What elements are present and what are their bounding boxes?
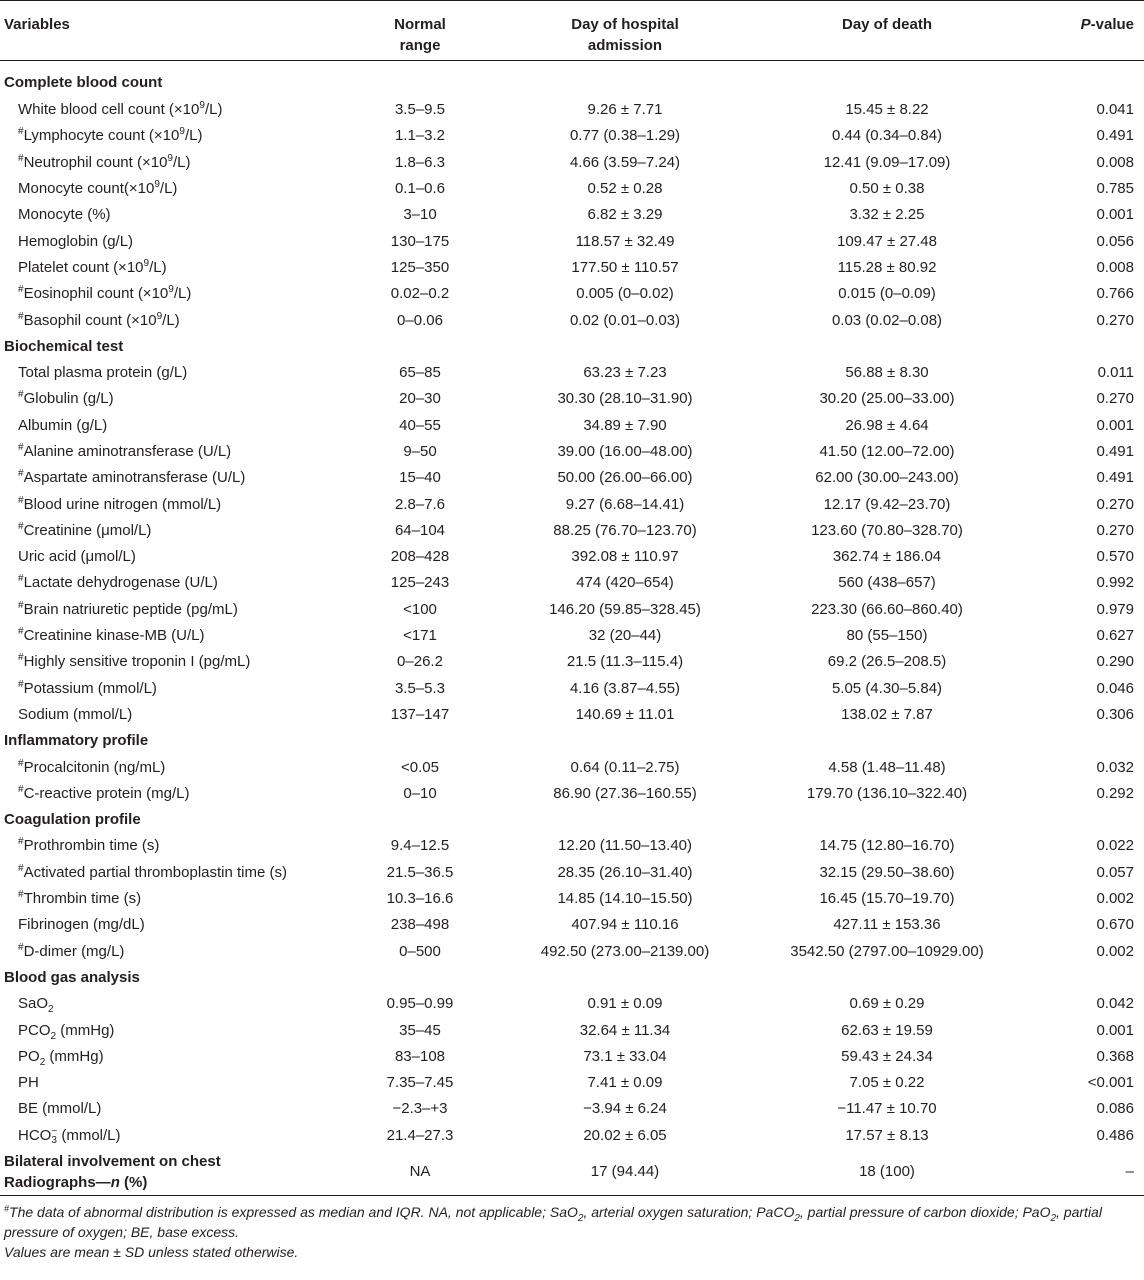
p-value-cell: 0.491 <box>1096 469 1134 487</box>
admission-cell: 50.00 (26.00–66.00) <box>557 469 693 487</box>
table-row <box>0 570 1144 596</box>
row-label: BE (mmol/L) <box>18 1100 102 1118</box>
death-cell: 56.88 ± 8.30 <box>845 364 929 382</box>
table-row <box>0 360 1144 386</box>
section-row <box>0 61 1144 98</box>
table-row <box>0 281 1144 307</box>
p-value-cell: 0.001 <box>1096 1021 1134 1039</box>
death-cell: 17.57 ± 8.13 <box>845 1126 929 1144</box>
section-title-inflammatory-profile: Inflammatory profile <box>4 732 149 750</box>
row-label: #C-reactive protein (mg/L) <box>18 783 190 802</box>
death-cell: 16.45 (15.70–19.70) <box>819 890 955 908</box>
normal-range-cell: 125–243 <box>390 574 450 592</box>
section-title-complete-blood-count: Complete blood count <box>4 74 163 91</box>
p-value-cell: 0.042 <box>1096 995 1134 1013</box>
death-cell: 41.50 (12.00–72.00) <box>819 443 955 460</box>
row-label: #Lymphocyte count $(\times 10^9/L)$ <box>18 126 203 145</box>
p-value-cell: 0.008 <box>1096 258 1134 276</box>
admission-cell: 0.77 (0.38–1.29) <box>569 127 681 145</box>
admission-cell: 7.41 ± 0.09 <box>587 1074 663 1092</box>
table-row <box>0 1017 1144 1043</box>
normal-range-cell: <100 <box>403 600 437 618</box>
death-cell: 3542.50 (2797.00–10929.00) <box>790 942 984 960</box>
row-label: #Creatinine kinase-MB (U/L) <box>18 626 205 645</box>
death-cell: 0.44 (0.34–0.84) <box>831 127 943 145</box>
normal-range-cell: 0–10 <box>403 784 437 802</box>
death-cell: 12.17 (9.42–23.70) <box>823 495 951 513</box>
row-label: Hemoglobin (g/L) <box>18 232 134 250</box>
table-row <box>0 228 1144 254</box>
row-label: Total plasma protein (g/L) <box>18 364 188 382</box>
p-value-cell: 0.570 <box>1096 548 1134 566</box>
normal-range-cell: 21.4–27.3 <box>386 1126 454 1144</box>
section-title-blood-gas-analysis: Blood gas analysis <box>4 968 140 986</box>
normal-range-cell: 21.5–36.5 <box>386 863 454 881</box>
normal-range-cell: 208–428 <box>390 548 450 566</box>
normal-range-cell: 130–175 <box>390 232 450 250</box>
admission-cell: 0.64 (0.11–2.75) <box>570 758 680 776</box>
death-cell: 109.47 ± 27.48 <box>837 232 937 250</box>
normal-range-cell: 2.8–7.6 <box>394 495 446 513</box>
p-value-cell: 0.290 <box>1096 653 1134 671</box>
p-value-cell: 0.011 <box>1097 364 1134 382</box>
row-label: White blood cell count $(\times 10^9/L)$ <box>18 100 223 119</box>
death-cell: 80 (55–150) <box>846 627 928 645</box>
normal-range-cell: 0.95–0.99 <box>386 995 454 1013</box>
death-cell: 3.32 ± 2.25 <box>849 206 925 224</box>
admission-cell: 407.94 ± 110.16 <box>571 916 679 934</box>
admission-cell: 21.5 (11.3–115.4) <box>566 653 684 671</box>
p-value-cell: 0.766 <box>1096 285 1134 303</box>
normal-range-cell: 0–500 <box>399 942 441 960</box>
admission-cell: −3.94 ± 6.24 <box>583 1100 667 1118</box>
p-value-cell: 0.670 <box>1096 916 1134 934</box>
p-value-cell: 0.785 <box>1096 180 1134 198</box>
section-title-biochemical-test: Biochemical test <box>4 337 124 355</box>
table-row <box>0 202 1144 228</box>
death-cell: 123.60 (70.80–328.70) <box>811 521 963 539</box>
table-row <box>0 544 1144 570</box>
section-row <box>0 965 1144 991</box>
admission-cell: 4.66 (3.59–7.24) <box>569 153 681 171</box>
table-row <box>0 1123 1144 1149</box>
section-row <box>0 334 1144 360</box>
normal-range-cell: 0.02–0.2 <box>390 285 450 303</box>
p-value-cell: 0.270 <box>1096 495 1134 513</box>
death-cell: 62.00 (30.00–243.00) <box>815 469 959 487</box>
death-cell: 59.43 ± 24.34 <box>841 1047 933 1065</box>
admission-cell: 86.90 (27.36–160.55) <box>553 784 697 802</box>
p-value-cell: 0.491 <box>1096 443 1134 460</box>
table-row <box>0 860 1144 886</box>
death-cell: 179.70 (136.10–322.40) <box>806 784 968 802</box>
p-value-cell: 0.002 <box>1096 890 1134 908</box>
row-label: Platelet count $(\times 10^9/L)$ <box>18 257 167 276</box>
admission-cell: 30.30 (28.10–31.90) <box>557 390 693 408</box>
admission-cell: 0.91 ± 0.09 <box>587 995 663 1013</box>
normal-range-cell: 83–108 <box>394 1047 446 1065</box>
row-label: $PCO_2$ (mmHg) <box>18 1021 115 1042</box>
table-row <box>0 1044 1144 1070</box>
admission-cell: 63.23 ± 7.23 <box>583 364 667 382</box>
admission-cell: 492.50 (273.00–2139.00) <box>540 942 710 960</box>
normal-range-cell: −2.3–+3 <box>392 1100 448 1118</box>
normal-range-cell: 15–40 <box>399 469 441 487</box>
row-label: #Thrombin time (s) <box>18 889 142 908</box>
row-label: #Blood urine nitrogen (mmol/L) <box>18 494 222 513</box>
row-label: Monocyte $count(\times 10^9/L)$ <box>18 179 178 198</box>
table-row <box>0 386 1144 412</box>
p-value-cell: 0.270 <box>1096 311 1134 329</box>
admission-cell: 28.35 (26.10–31.40) <box>557 863 693 881</box>
p-value-cell: 0.041 <box>1096 101 1134 119</box>
p-value-cell: 0.270 <box>1096 521 1134 539</box>
normal-range-cell: 3.5–5.3 <box>394 679 446 697</box>
row-label: #Alanine aminotransferase (U/L) <box>18 442 232 460</box>
normal-range-cell: 9–50 <box>403 443 437 460</box>
normal-range-cell: 7.35–7.45 <box>386 1074 454 1092</box>
admission-cell: 12.20 (11.50–13.40) <box>558 837 692 855</box>
normal-range-cell: 20–30 <box>399 390 441 408</box>
table-row <box>0 754 1144 780</box>
table-row <box>0 176 1144 202</box>
death-cell: −11.47 ± 10.70 <box>837 1100 937 1118</box>
row-label: #Procalcitonin (ng/mL) <box>18 757 166 776</box>
p-value-cell: 0.292 <box>1096 784 1134 802</box>
admission-cell: 9.26 ± 7.71 <box>587 101 663 119</box>
p-value-cell: 0.032 <box>1096 758 1134 776</box>
table-row <box>0 307 1144 333</box>
section-row <box>0 807 1144 833</box>
table-row <box>0 886 1144 912</box>
normal-range-cell: 9.4–12.5 <box>390 837 450 855</box>
admission-cell: 6.82 ± 3.29 <box>587 206 663 224</box>
admission-cell: 146.20 (59.85–328.45) <box>549 600 701 618</box>
header-p-value: P-value <box>1080 16 1134 33</box>
normal-range-cell: <0.05 <box>401 758 439 776</box>
row-label: #Aspartate aminotransferase (U/L) <box>18 468 246 487</box>
normal-range-cell: 65–85 <box>399 364 441 382</box>
row-label: Fibrinogen (mg/dL) <box>18 916 145 934</box>
p-value-cell: 0.992 <box>1096 574 1134 592</box>
p-value-cell: 0.486 <box>1096 1126 1134 1144</box>
death-cell: 427.11 ± 153.36 <box>833 916 941 934</box>
normal-range-cell: NA <box>340 1149 500 1196</box>
admission-cell: 4.16 (3.87–4.55) <box>569 679 681 697</box>
death-cell: 0.03 (0.02–0.08) <box>831 311 943 329</box>
normal-range-cell: 35–45 <box>399 1021 441 1039</box>
table-row <box>0 623 1144 649</box>
death-cell: 32.15 (29.50–38.60) <box>819 863 955 881</box>
table-row <box>0 597 1144 623</box>
p-value-cell: 0.057 <box>1096 863 1134 881</box>
table-row <box>0 702 1144 728</box>
p-value-cell: 0.086 <box>1096 1100 1134 1118</box>
admission-cell: 88.25 (76.70–123.70) <box>553 521 697 539</box>
admission-cell: 177.50 ± 110.57 <box>571 258 679 276</box>
admission-cell: 0.005 (0–0.02) <box>576 285 674 303</box>
row-label: Albumin (g/L) <box>18 416 108 434</box>
footnote-values: Values are mean ± SD unless stated otherwise. <box>4 1243 299 1260</box>
table-row <box>0 649 1144 675</box>
normal-range-cell: 0–26.2 <box>397 653 443 671</box>
admission-cell: 39.00 (16.00–48.00) <box>557 443 693 460</box>
normal-range-cell: 64–104 <box>394 521 446 539</box>
normal-range-cell: 1.1–3.2 <box>394 127 446 145</box>
death-cell: 560 (438–657) <box>838 574 936 592</box>
death-cell: 26.98 ± 4.64 <box>845 416 929 434</box>
death-cell: 5.05 (4.30–5.84) <box>831 679 943 697</box>
normal-range-cell: 0–0.06 <box>397 311 443 329</box>
death-cell: 12.41 (9.09–17.09) <box>823 153 951 171</box>
p-value-cell: – <box>1024 1149 1144 1196</box>
row-label: #D-dimer (mg/L) <box>18 941 125 960</box>
death-cell: 362.74 ± 186.04 <box>832 548 942 566</box>
header-variables: Variables <box>4 16 70 33</box>
table-footnote <box>0 1196 1144 1262</box>
row-label: Monocyte (%) <box>18 206 111 224</box>
row-label: Uric acid (μmol/L) <box>18 548 136 566</box>
death-cell: 0.50 ± 0.38 <box>849 180 925 198</box>
death-cell: 69.2 (26.5–208.5) <box>827 653 947 671</box>
death-cell: 115.28 ± 80.92 <box>837 258 937 276</box>
normal-range-cell: 10.3–16.6 <box>386 890 454 908</box>
row-label: #Lactate dehydrogenase (U/L) <box>18 573 218 592</box>
admission-cell: 0.02 (0.01–0.03) <box>569 311 681 329</box>
table-row <box>0 676 1144 702</box>
normal-range-cell: <171 <box>403 627 437 645</box>
table-row <box>0 1149 1144 1196</box>
row-label: #Activated partial thromboplastin time (s) <box>18 862 287 881</box>
death-cell: 30.20 (25.00–33.00) <box>819 390 955 408</box>
section-title-coagulation-profile: Coagulation profile <box>4 811 141 829</box>
table-row <box>0 939 1144 965</box>
admission-cell: 392.08 ± 110.97 <box>571 548 679 566</box>
p-value-cell: 0.270 <box>1096 390 1134 408</box>
admission-cell: 17 (94.44) <box>500 1149 750 1196</box>
admission-cell: 20.02 ± 6.05 <box>583 1126 667 1144</box>
table-header-row <box>0 1 1144 61</box>
p-value-cell: <0.001 <box>1087 1074 1134 1092</box>
row-label: $PO_2$ (mmHg) <box>18 1047 104 1068</box>
row-label: #Eosinophil count $(\times 10^9/L)$ <box>18 284 192 303</box>
normal-range-cell: 137–147 <box>390 705 450 723</box>
normal-range-cell: 3.5–9.5 <box>394 101 446 119</box>
death-cell: 7.05 ± 0.22 <box>849 1074 925 1092</box>
admission-cell: 73.1 ± 33.04 <box>583 1047 667 1065</box>
row-label: #Basophil count $(\times 10^9/L)$ <box>18 310 180 329</box>
admission-cell: 474 (420–654) <box>576 574 674 592</box>
death-cell: 18 (100) <box>750 1149 1024 1196</box>
p-value-cell: 0.022 <box>1096 837 1134 855</box>
death-cell: 223.30 (66.60–860.40) <box>811 600 963 618</box>
row-label: #Brain natriuretic peptide (pg/mL) <box>18 599 238 618</box>
row-label: #Globulin (g/L) <box>18 389 114 408</box>
normal-range-cell: 1.8–6.3 <box>394 153 446 171</box>
death-cell: 15.45 ± 8.22 <box>845 101 929 119</box>
death-cell: 62.63 ± 19.59 <box>841 1021 933 1039</box>
table-row <box>0 150 1144 176</box>
admission-cell: 0.52 ± 0.28 <box>587 180 663 198</box>
row-label-bilateral-involvement: Bilateral involvement on chest Radiographs—n (%) <box>0 1149 340 1196</box>
table-row <box>0 781 1144 807</box>
table-row <box>0 991 1144 1017</box>
p-value-cell: 0.306 <box>1096 705 1134 723</box>
p-value-cell: 0.002 <box>1096 942 1134 960</box>
header-normal-range: Normal range <box>394 16 446 54</box>
death-cell: 138.02 ± 7.87 <box>841 705 933 723</box>
row-label: #Creatinine (μmol/L) <box>18 520 152 539</box>
table-row <box>0 255 1144 281</box>
normal-range-cell: 3–10 <box>403 206 437 224</box>
p-value-cell: 0.056 <box>1096 232 1134 250</box>
table-row <box>0 465 1144 491</box>
row-label: HCO − 3 (mmol/L) <box>18 1125 121 1146</box>
p-value-cell: 0.627 <box>1096 627 1134 645</box>
admission-cell: 32 (20–44) <box>588 627 662 645</box>
table-row <box>0 1070 1144 1096</box>
row-label: SaO$_2$ <box>18 995 54 1016</box>
table-row <box>0 97 1144 123</box>
header-day-of-admission: Day of hospital admission <box>571 16 679 54</box>
table-row <box>0 123 1144 149</box>
table-row <box>0 413 1144 439</box>
row-label: PH <box>18 1074 39 1092</box>
row-label: Sodium (mmol/L) <box>18 705 133 723</box>
admission-cell: 118.57 ± 32.49 <box>575 232 675 250</box>
p-value-cell: 0.979 <box>1096 600 1134 618</box>
row-label: #Prothrombin time (s) <box>18 836 160 855</box>
table-row <box>0 1096 1144 1122</box>
death-cell: 0.69 ± 0.29 <box>849 995 925 1013</box>
p-value-cell: 0.001 <box>1096 416 1134 434</box>
p-value-cell: 0.008 <box>1096 153 1134 171</box>
p-value-cell: 0.001 <box>1096 206 1134 224</box>
admission-cell: 32.64 ± 11.34 <box>579 1021 671 1039</box>
normal-range-cell: 238–498 <box>390 916 450 934</box>
table-row <box>0 491 1144 517</box>
admission-cell: 9.27 (6.68–14.41) <box>565 495 685 513</box>
row-label: #Neutrophil count $(\times 10^9/L)$ <box>18 152 191 171</box>
p-value-cell: 0.046 <box>1096 679 1134 697</box>
normal-range-cell: 125–350 <box>390 258 450 276</box>
admission-cell: 140.69 ± 11.01 <box>575 705 675 723</box>
row-label: #Potassium (mmol/L) <box>18 678 157 697</box>
normal-range-cell: 40–55 <box>399 416 441 434</box>
p-value-cell: 0.368 <box>1096 1047 1134 1065</box>
footnote-abbreviations: #The data of abnormal distribution is expressed as median and IQR. NA, not applicable; SaO$_2$, arterial oxygen saturation; PaCO$_2$, partial pressure of carbon dioxide; PaO$_2$, partial pressure of oxygen; BE, base excess. <box>4 1203 1102 1240</box>
admission-cell: 14.85 (14.10–15.50) <box>557 890 693 908</box>
table-row <box>0 518 1144 544</box>
table-row <box>0 912 1144 938</box>
normal-range-cell: 0.1–0.6 <box>394 180 446 198</box>
p-value-cell: 0.491 <box>1096 127 1134 145</box>
death-cell: 4.58 (1.48–11.48) <box>828 758 946 776</box>
row-label: #Highly sensitive troponin I (pg/mL) <box>18 652 251 671</box>
death-cell: 14.75 (12.80–16.70) <box>819 837 955 855</box>
table-row <box>0 439 1144 465</box>
admission-cell: 34.89 ± 7.90 <box>583 416 667 434</box>
section-row <box>0 728 1144 754</box>
table-row <box>0 833 1144 859</box>
header-day-of-death: Day of death <box>841 16 932 33</box>
death-cell: 0.015 (0–0.09) <box>838 285 936 303</box>
